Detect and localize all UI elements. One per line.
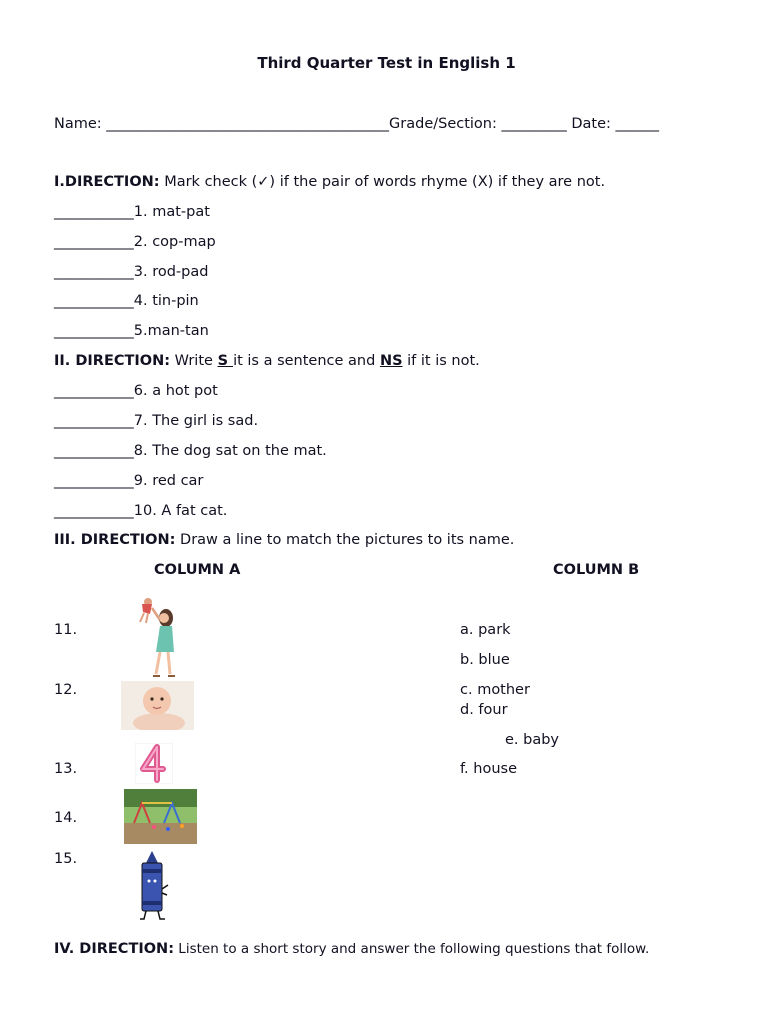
date-label: Date: — [571, 116, 611, 132]
section-2-text: if it is not. — [402, 353, 480, 369]
list-item — [54, 203, 210, 221]
item-number: 15. — [54, 851, 78, 867]
item-text: 8. The dog sat on the mat. — [133, 443, 327, 459]
column-b-heading: COLUMN B — [553, 562, 640, 578]
item-text: 2. cop-map — [133, 234, 216, 250]
list-item — [54, 322, 209, 340]
section-3-label: III. DIRECTION: — [54, 532, 176, 548]
column-a-heading: COLUMN A — [154, 562, 241, 578]
section-2-text: Write — [170, 353, 218, 369]
header-line — [54, 115, 659, 133]
list-item — [54, 233, 216, 251]
choice-item: b. blue — [460, 652, 510, 668]
choice-item: e. baby — [505, 732, 560, 748]
section-3-text: Draw a line to match the pictures to its name. — [175, 532, 515, 548]
list-item — [54, 382, 218, 400]
answer-blank[interactable]: ___________ — [54, 293, 134, 309]
item-text: 5.man-tan — [133, 323, 209, 339]
item-text: 10. A fat cat. — [133, 503, 228, 519]
section-2-text: it is a sentence and — [233, 353, 380, 369]
name-blank[interactable]: _______________________________________ — [106, 116, 390, 132]
answer-blank[interactable]: ___________ — [54, 503, 134, 519]
answer-blank[interactable]: ___________ — [54, 383, 134, 399]
section-1-label: I.DIRECTION: — [54, 174, 160, 190]
date-blank[interactable]: ______ — [615, 116, 660, 132]
item-text: 1. mat-pat — [133, 204, 210, 220]
list-item — [54, 412, 258, 430]
item-number: 12. — [54, 682, 78, 698]
item-text: 6. a hot pot — [133, 383, 218, 399]
number-four-image — [135, 743, 173, 784]
item-text: 9. red car — [133, 473, 204, 489]
item-text: 7. The girl is sad. — [133, 413, 259, 429]
section-2-label: II. DIRECTION: — [54, 353, 171, 369]
mother-lifting-child-image — [130, 596, 182, 680]
answer-blank[interactable]: ___________ — [54, 234, 134, 250]
baby-image — [121, 681, 194, 730]
answer-blank[interactable]: ___________ — [54, 473, 134, 489]
list-item — [54, 472, 203, 490]
blue-crayon-image — [136, 851, 172, 921]
section-4-direction — [54, 940, 649, 958]
section-2-direction — [54, 352, 480, 370]
section-1-text: Mark check (✓) if the pair of words rhyme (X) if they are not. — [159, 174, 606, 190]
list-item — [54, 502, 227, 520]
ns-mark: NS — [379, 353, 403, 369]
answer-blank[interactable]: ___________ — [54, 264, 134, 280]
choice-item: f. house — [460, 761, 517, 777]
grade-section-label: Grade/Section: — [389, 116, 497, 132]
answer-blank[interactable]: ___________ — [54, 413, 134, 429]
name-label: Name: — [54, 116, 102, 132]
grade-section-blank[interactable]: _________ — [501, 116, 567, 132]
item-text: 4. tin-pin — [133, 293, 199, 309]
section-1-direction — [54, 173, 605, 191]
answer-blank[interactable]: ___________ — [54, 443, 134, 459]
item-number: 11. — [54, 622, 78, 638]
item-number: 14. — [54, 810, 78, 826]
choice-item: a. park — [460, 622, 511, 638]
choice-item: d. four — [460, 702, 508, 718]
choice-item: c. mother — [460, 682, 530, 698]
section-4-text: Listen to a short story and answer the following questions that follow. — [174, 941, 650, 957]
answer-blank[interactable]: ___________ — [54, 204, 134, 220]
item-text: 3. rod-pad — [133, 264, 209, 280]
item-number: 13. — [54, 761, 78, 777]
answer-blank[interactable]: ___________ — [54, 323, 134, 339]
list-item — [54, 263, 208, 281]
list-item — [54, 292, 199, 310]
section-4-label: IV. DIRECTION: — [54, 941, 174, 957]
section-3-direction — [54, 531, 514, 549]
playground-park-image — [124, 789, 197, 844]
s-mark: S — [217, 353, 234, 369]
list-item — [54, 442, 327, 460]
page-title: Third Quarter Test in English 1 — [257, 54, 516, 72]
